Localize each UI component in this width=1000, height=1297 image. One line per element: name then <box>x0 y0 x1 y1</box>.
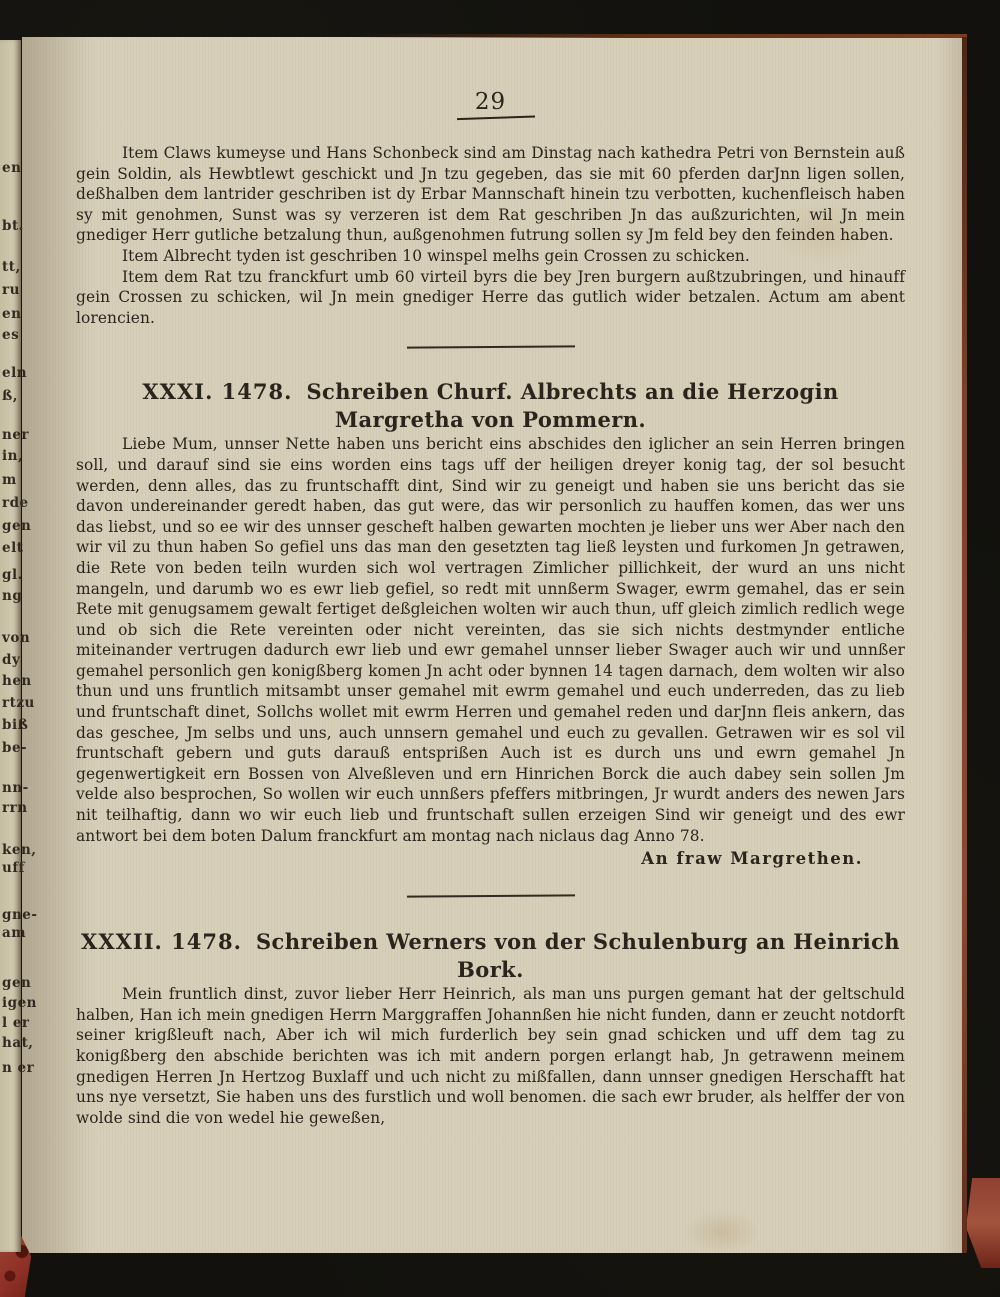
margin-fragment: biß <box>2 717 29 733</box>
document-31-number: XXXI. 1478. <box>142 379 293 405</box>
page-number: 29 <box>474 89 507 115</box>
book-page <box>22 37 963 1253</box>
margin-fragment: in, <box>2 448 24 464</box>
margin-fragment: ru <box>2 282 20 298</box>
margin-fragment: rde <box>2 495 29 511</box>
margin-fragment: hat, <box>2 1035 34 1051</box>
margin-fragment: igen <box>2 995 37 1011</box>
margin-fragment: am <box>2 925 27 941</box>
margin-fragment: uff <box>2 860 25 876</box>
margin-fragment: ken, <box>2 842 37 858</box>
item-paragraph: Item Claws kumeyse und Hans Schonbeck sind am Dinstag nach kathedra Petri von Bernstein auß gein Soldin, als Hewbtlewt geschickt und Jn tzu gegeben, das sie mit 60 pferden darJnn ligen sollen, deßhalben dem lantrider geschriben ist dy Erbar Mannschaft hinein tzu verbotten, kuchenfleisch haben sy mit genohmen, Sunst was sy verzeren ist dem Rat geschriben Jn das außzurichten, wil Jn mein gnediger Herr gutliche betzalung thun, außgenohmen futrung sollen sy Jm feld bey den feinden haben. <box>76 144 905 245</box>
margin-fragment: von <box>2 630 31 646</box>
document-31-address-line: An fraw Margrethen. <box>641 849 863 869</box>
margin-fragment: rrn <box>2 800 28 816</box>
margin-fragment: m <box>2 472 17 488</box>
margin-fragment: ner <box>2 427 30 443</box>
margin-fragment: hen <box>2 673 32 689</box>
document-31-title: Schreiben Churf. Albrechts an die Herzogin Margretha von Pommern. <box>306 379 839 433</box>
adjacent-page-edge <box>0 40 38 1252</box>
margin-fragment: ng <box>2 588 23 604</box>
document-32-heading <box>76 928 905 984</box>
document-32-body: Mein fruntlich dinst, zuvor lieber Herr Heinrich, als man uns purgen gemant hat der geltschuld halben, Han ich mein gnedigen Herrn Marggraffen Johannßen hie nicht funden, dann er zeucht notdorft seiner krigßleuft nach, Aber ich wil mich furderlich bey sein gnad schicken und uff dem tag zu konigßberg den abschide berichten was ich mit andern porgen erlangt hab, Jn getrawenn meinem gnedigen Herren Jn Hertzog Buxlaff und uch nicht zu mißfallen, dann unnser gnedigen Herschafft hat uns nye versetzt, Sie haben uns des furstlich und woll benomen. die sach ewr bruder, als helffer der von wolde sind die von wedel hie geweßen, <box>76 985 905 1127</box>
margin-fragment: l er <box>2 1015 30 1031</box>
margin-fragment: gen <box>2 975 32 991</box>
page-header <box>76 89 905 119</box>
margin-fragment: en <box>2 306 22 322</box>
margin-fragment: en <box>2 160 22 176</box>
document-31-heading <box>76 378 905 434</box>
document-31-body: Liebe Mum, unnser Nette haben uns bericht eins abschides den iglicher an sein Herren bringen soll, und darauf sind sie eins worden eins tags uff der heiligen dreyer konig tag, der sol besucht werden, denn alles, das zu fruntschafft dint, Sind wir zu geneigt und haben sie uns bericht das sie davon undereinander geredt haben, das gut were, das wir personlich zu hauffen komen, das wer uns das liebst, und so ee wir des unnser gescheft halben gewarten mochten je lieber uns wer Aber nach den wir vil zu thun haben So gefiel uns das man den gesetzten tag ließ leysten und furkomen Jn getrawen, die Rete von beden teiln wurden sich wol vertragen Zimlicher pillichkeit, der wurd an uns nicht mangeln, und darumb wo es ewr lieb gefiel, so redt mit unnßerm Swager, ewrm gemahel, das er sein Rete mit genugsamem gewalt fertiget deßgleichen wolten wir auch thun, uff gleich zimlich redlich wege und ob sich die Rete vereinten oder nicht vereinten, das sie sich nichts destmynder entliche miteinander vertrugen dadurch ewr lieb und ewr gemahel unnser lieber Swager auch wir und unnßer gemahel personlich gen konigßberg komen Jn acht oder bynnen 14 tagen darnach, dem wolten wir also thun und uns fruntlich mitsambt unser gemahel mit ewrm gemahel und euch underreden, das zu lieb und fruntschaft dinet, Sollchs wollet mit ewrm Herren und gemahel reden und darJnn fleis ankern, das das geschee, Jm selbs und uns, auch unnsern gemahel und euch zu gevallen. Getrawen wir es sol vil fruntschaft gebern und guts darauß entsprißen Auch ist es durch uns und ewrn gemahel Jn gegenwertigkeit ern Bossen von Alveßleven und ern Hinrichen Borck die auch dabey sein sollen Jm velde also besprochen, So wollen wir euch unnßers pfeffers mitbringen, Jr wurdt anders des newen Jars nit teilhaftig, dann wo wir euch lieb und fruntschaft sullen erzeigen Sind wir geneigt und des ewr antwort bei dem boten Dalum franckfurt am montag nach niclaus dag Anno 78. <box>76 435 905 845</box>
margin-fragment: nn- <box>2 780 29 796</box>
margin-fragment: gl. <box>2 567 23 583</box>
margin-fragment: be- <box>2 740 28 756</box>
item-paragraph: Item dem Rat tzu franckfurt umb 60 virteil byrs die bey Jren burgern außtzubringen, und hinauff gein Crossen zu schicken, wil Jn mein gnediger Herre das gutlich wider betzalen. Actum am abent lorencien. <box>76 267 905 327</box>
margin-fragment: eln <box>2 365 28 381</box>
margin-fragment: rtzu <box>2 695 35 711</box>
margin-fragment: es <box>2 327 20 343</box>
margin-fragment: gne- <box>2 907 38 923</box>
document-32-number: XXXII. 1478. <box>81 929 242 955</box>
margin-fragment: gen <box>2 518 32 534</box>
book-cover-edge-bottom-right <box>966 1178 1000 1268</box>
section-divider-rule <box>406 346 574 349</box>
item-paragraph: Item Albrecht tyden ist geschriben 10 winspel melhs gein Crossen zu schicken. <box>122 246 750 265</box>
section-divider-rule <box>406 895 574 898</box>
margin-fragment: ß, <box>2 388 18 404</box>
document-32-title: Schreiben Werners von der Schulenburg an Heinrich Bork. <box>255 929 900 983</box>
margin-fragment: n er <box>2 1060 35 1076</box>
margin-fragment: bt. <box>2 218 24 234</box>
previous-document-continuation <box>76 143 905 328</box>
margin-fragment: tt, <box>2 259 21 275</box>
page-number-rule <box>456 115 534 120</box>
margin-fragment: elt <box>2 540 24 556</box>
margin-fragment: dy <box>2 652 21 668</box>
